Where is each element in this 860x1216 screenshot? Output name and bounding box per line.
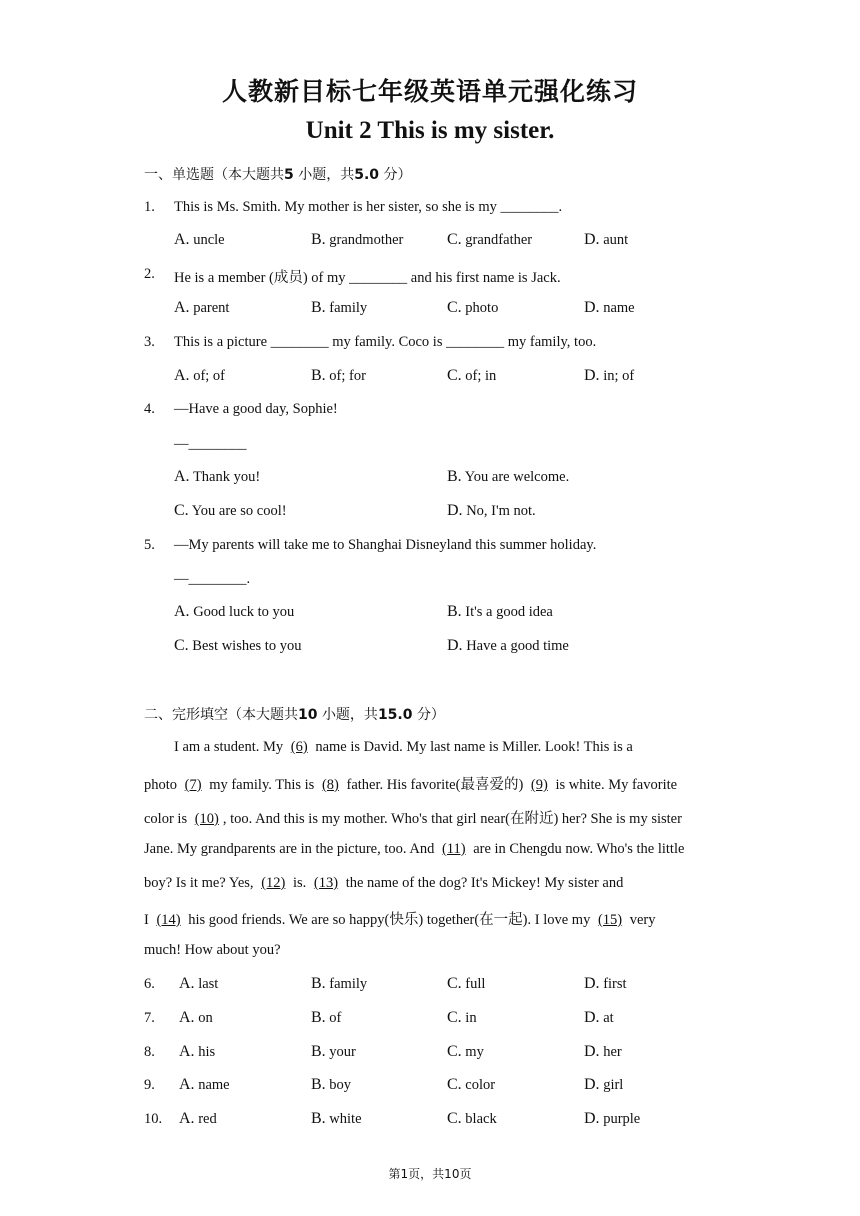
question-number: 2. (144, 266, 155, 282)
question-number: 7. (144, 1010, 155, 1026)
blank-9[interactable]: (9) (530, 777, 548, 793)
option-b[interactable]: B. of (311, 1009, 342, 1026)
option-c[interactable]: C. color (447, 1076, 496, 1093)
question-number: 8. (144, 1044, 155, 1060)
passage-line: boy? Is it me? Yes, (12) is. (13) the name of the dog? It's Mickey! My sister and (144, 875, 624, 891)
question-response-blank: —________ (174, 436, 247, 452)
option-d[interactable]: D. name (584, 299, 635, 316)
option-b[interactable]: B. You are welcome. (447, 468, 570, 485)
page-footer: 第1页，共10页 (388, 1167, 472, 1181)
question-number: 3. (144, 334, 155, 350)
passage-line: I am a student. My (6) name is David. My last name is Miller. Look! This is a (174, 739, 633, 755)
option-d[interactable]: D. purple (584, 1110, 641, 1127)
question-stem: He is a member (成员) of my ________ and his first name is Jack. (174, 270, 561, 286)
option-b[interactable]: B. It's a good idea (447, 603, 553, 620)
option-d[interactable]: D. first (584, 975, 627, 992)
option-b[interactable]: B. white (311, 1110, 362, 1127)
passage-line: I (14) his good friends. We are so happy(快乐) together(在一起). I love my (15) very (144, 912, 656, 928)
option-a[interactable]: A. his (179, 1043, 216, 1060)
blank-14[interactable]: (14) (156, 912, 181, 928)
option-b[interactable]: B. of; for (311, 367, 366, 384)
option-d[interactable]: D. girl (584, 1076, 624, 1093)
blank-11[interactable]: (11) (441, 841, 466, 857)
option-c[interactable]: C. black (447, 1110, 497, 1127)
passage-line: Jane. My grandparents are in the picture, too. And (11) are in Chengdu now. Who's the little (144, 841, 685, 857)
blank-7[interactable]: (7) (184, 777, 202, 793)
option-d[interactable]: D. at (584, 1009, 614, 1026)
option-c[interactable]: C. photo (447, 299, 499, 316)
option-b[interactable]: B. family (311, 975, 368, 992)
option-a[interactable]: A. on (179, 1009, 213, 1026)
blank-8[interactable]: (8) (321, 777, 339, 793)
option-a[interactable]: A. name (179, 1076, 230, 1093)
question-number: 4. (144, 401, 155, 417)
option-a[interactable]: A. Good luck to you (174, 603, 295, 620)
option-b[interactable]: B. boy (311, 1076, 352, 1093)
question-number: 10. (144, 1111, 163, 1127)
option-a[interactable]: A. last (179, 975, 219, 992)
question-number: 6. (144, 976, 155, 992)
blank-10[interactable]: (10) (194, 811, 219, 827)
question-number: 5. (144, 537, 155, 553)
option-c[interactable]: C. full (447, 975, 486, 992)
page-title-english: Unit 2 This is my sister. (305, 117, 555, 144)
option-b[interactable]: B. grandmother (311, 231, 404, 248)
option-d[interactable]: D. her (584, 1043, 622, 1060)
option-a[interactable]: A. red (179, 1110, 217, 1127)
blank-13[interactable]: (13) (313, 875, 339, 891)
option-c[interactable]: C. Best wishes to you (174, 637, 302, 654)
blank-15[interactable]: (15) (597, 912, 623, 928)
option-c[interactable]: C. my (447, 1043, 484, 1060)
option-d[interactable]: D. Have a good time (447, 637, 569, 654)
option-d[interactable]: D. aunt (584, 231, 629, 248)
passage-line: photo (7) my family. This is (8) father. His favorite(最喜爱的) (9) is white. My favorite (144, 777, 678, 793)
option-a[interactable]: A. of; of (174, 367, 225, 384)
blank-12[interactable]: (12) (261, 875, 286, 891)
page-title-chinese: 人教新目标七年级英语单元强化练习 (221, 77, 638, 106)
passage-line: much! How about you? (144, 942, 281, 958)
option-a[interactable]: A. parent (174, 299, 230, 316)
question-stem: —My parents will take me to Shanghai Disneyland this summer holiday. (174, 537, 597, 553)
section-1-heading: 一、单选题（本大题共5 小题，共5.0 分） (144, 167, 412, 183)
question-number: 1. (144, 199, 155, 215)
option-c[interactable]: C. of; in (447, 367, 497, 384)
option-d[interactable]: D. No, I'm not. (447, 502, 536, 519)
section-2-heading: 二、完形填空（本大题共10 小题，共15.0 分） (144, 707, 445, 723)
option-d[interactable]: D. in; of (584, 367, 635, 384)
question-stem: —Have a good day, Sophie! (174, 401, 338, 417)
option-c[interactable]: C. You are so cool! (174, 502, 287, 519)
question-stem: This is a picture ________ my family. Coco is ________ my family, too. (174, 334, 597, 350)
question-stem: This is Ms. Smith. My mother is her sister, so she is my ________. (174, 199, 563, 215)
passage-line: color is (10) , too. And this is my mother. Who's that girl near(在附近) her? She is my sister (144, 811, 682, 827)
blank-6[interactable]: (6) (290, 739, 308, 755)
option-a[interactable]: A. uncle (174, 231, 225, 248)
option-c[interactable]: C. grandfather (447, 231, 533, 248)
option-b[interactable]: B. family (311, 299, 368, 316)
option-a[interactable]: A. Thank you! (174, 468, 261, 485)
question-response-blank: —________. (174, 571, 251, 587)
question-number: 9. (144, 1077, 155, 1093)
option-c[interactable]: C. in (447, 1009, 477, 1026)
option-b[interactable]: B. your (311, 1043, 356, 1060)
